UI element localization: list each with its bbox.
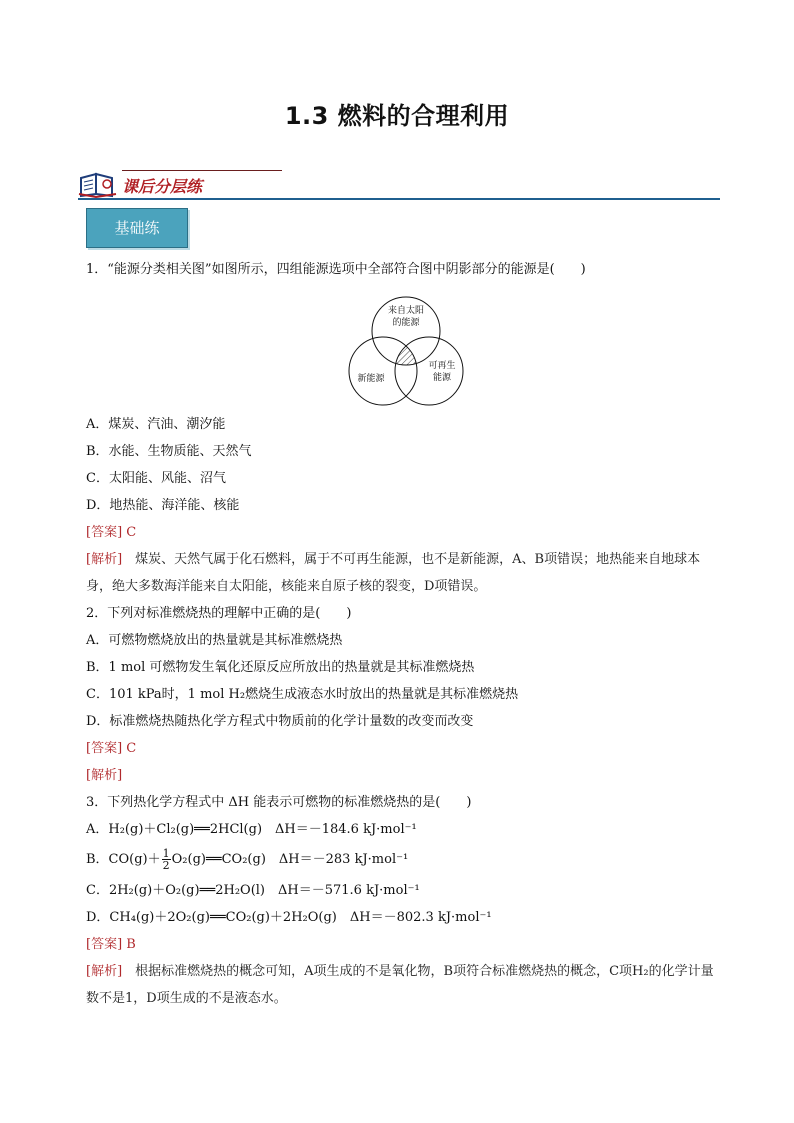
page-title: 1.3 燃料的合理利用: [284, 102, 510, 130]
q1-stem: 1．“能源分类相关图”如图所示，四组能源选项中全部符合图中阴影部分的能源是( ): [86, 262, 586, 277]
q3-option-b: [86, 843, 726, 877]
q1-option-c: C．太阳能、风能、沼气: [86, 471, 226, 486]
question-list: [86, 256, 726, 1012]
q3-explain-label: [解析]: [86, 964, 123, 979]
q3-option-b-pre: B．CO(g)＋: [86, 852, 161, 867]
q3-explanation: [86, 958, 726, 1012]
q3-explain-body: 根据标准燃烧热的概念可知，A项生成的不是氧化物，B项符合标准燃烧热的概念，C项H₂的化学计量数不是1，D项生成的不是液态水。: [86, 964, 714, 1006]
q3-option-d: D．CH₄(g)＋2O₂(g)══CO₂(g)＋2H₂O(g) ΔH＝－802.3 kJ·mol⁻¹: [86, 910, 492, 925]
fraction-denominator: 2: [162, 859, 170, 872]
q1-explain-label: [解析]: [86, 552, 123, 567]
book-icon: [78, 170, 118, 198]
venn-label-right-2: 能源: [432, 373, 452, 383]
q3-option-c: C．2H₂(g)＋O₂(g)══2H₂O(l) ΔH＝－571.6 kJ·mol⁻¹: [86, 883, 420, 898]
q2-stem: 2．下列对标准燃烧热的理解中正确的是( ): [86, 606, 352, 621]
q2-explain-label: [解析]: [86, 768, 123, 783]
q3-stem: 3．下列热化学方程式中 ΔH 能表示可燃物的标准燃烧热的是( ): [86, 795, 472, 810]
venn-label-top-1: 来自太阳: [387, 306, 425, 316]
section-banner: [78, 168, 720, 202]
q3-option-b-post: O₂(g)══CO₂(g) ΔH＝－283 kJ·mol⁻¹: [171, 852, 409, 867]
q1-explain-body: 煤炭、天然气属于化石燃料，属于不可再生能源，也不是新能源，A、B项错误；地热能来自地球本身，绝大多数海洋能来自太阳能，核能来自原子核的裂变，D项错误。: [86, 552, 701, 594]
venn-label-top-2: 的能源: [392, 318, 420, 328]
q2-option-d: D．标准燃烧热随热化学方程式中物质前的化学计量数的改变而改变: [86, 714, 474, 729]
q1-answer: [答案] C: [86, 525, 137, 540]
q1-option-b: B．水能、生物质能、天然气: [86, 444, 252, 459]
venn-circle-right: [395, 337, 463, 405]
q1-option-a: A．煤炭、汽油、潮汐能: [86, 417, 226, 432]
venn-label-left: 新能源: [357, 374, 385, 384]
q2-option-a: A．可燃物燃烧放出的热量就是其标准燃烧热: [86, 633, 343, 648]
q2-option-c: C．101 kPa时，1 mol H₂燃烧生成液态水时放出的热量就是其标准燃烧热: [86, 687, 519, 702]
q2-answer: [答案] C: [86, 741, 137, 756]
q1-explanation: [86, 546, 726, 600]
level-tag: 基础练: [86, 208, 188, 248]
q3-answer: [答案] B: [86, 937, 136, 952]
venn-diagram: [341, 289, 471, 407]
q2-option-b: B．1 mol 可燃物发生氧化还原反应所放出的热量就是其标准燃烧热: [86, 660, 475, 675]
banner-topline: [122, 170, 282, 171]
fraction-numerator: 1: [162, 847, 170, 860]
banner-rule: [78, 198, 720, 200]
q1-option-d: D．地热能、海洋能、核能: [86, 498, 240, 513]
q3-option-b-fraction: [162, 848, 171, 871]
venn-circle-left: [349, 337, 417, 405]
q3-option-a: A．H₂(g)＋Cl₂(g)══2HCl(g) ΔH＝－184.6 kJ·mol⁻¹: [86, 822, 417, 837]
section-banner-label: 课后分层练: [122, 177, 203, 196]
venn-label-right-1: 可再生: [428, 361, 456, 371]
